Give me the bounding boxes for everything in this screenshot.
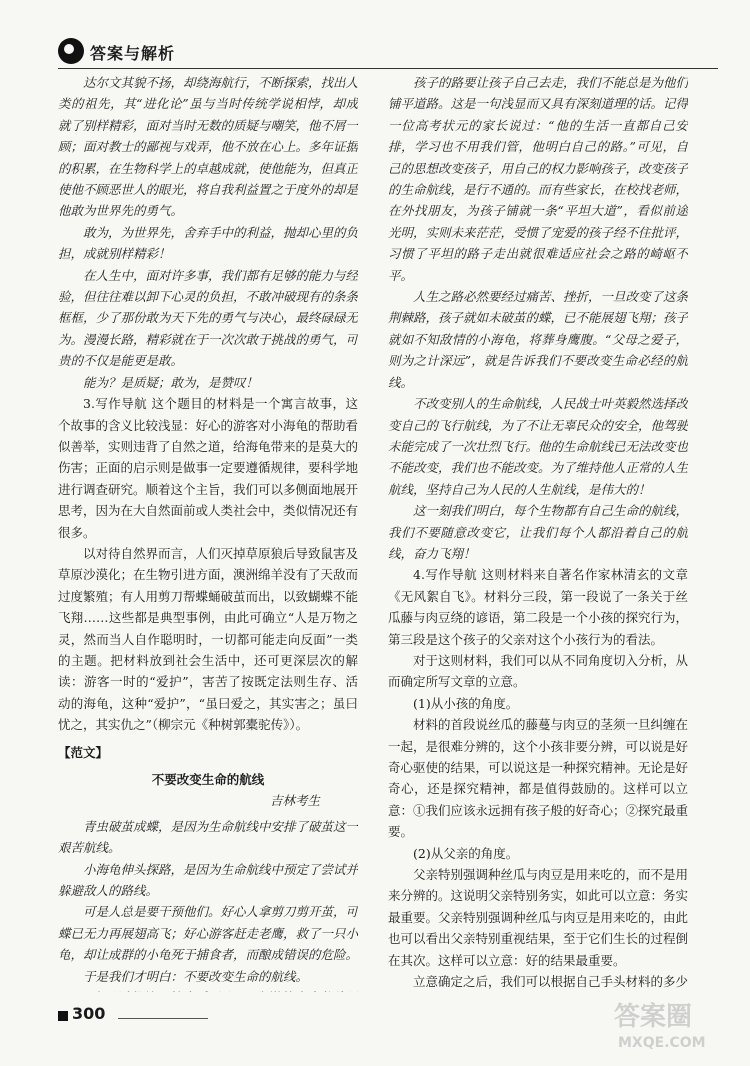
svg-text:答案圈: 答案圈 xyxy=(614,1002,693,1032)
footer-divider xyxy=(118,1018,208,1019)
analysis-subheading: (2)从父亲的角度。 xyxy=(413,845,519,861)
essay-title: 不要改变生命的航线 xyxy=(151,772,265,787)
analysis-paragraph: 父亲特别强调种丝瓜与肉豆是用来吃的，而不是用来分辨的。这说明父亲特别务实，如此可以立意：务实最重要。父亲特别强调种丝瓜与肉豆是用来吃的，由此也可以看出父亲特别重视结果，至于它们生长的过程倒在其次。这样可以立意：好的结果最重要。 xyxy=(388,867,688,968)
writing-guide-paragraph: 4.写作导航 这则材料来自著名作家林清玄的文章《无风絮自飞》。材料分三段，第一段说了一条关于丝瓜藤与肉豆绕的谚语，第二段是一个小孩的探究行为，第三段是这个孩子的父亲对这个小孩行为的看法。 xyxy=(388,567,688,647)
handwritten-paragraph: 在人生中，面对许多事，我们都有足够的能力与经验，但往往难以卸下心灵的负担，不敢冲破现有的条条框框，少了那份敢为天下先的勇气与决心，最终碌碌无为。漫漫长路，精彩就在于一次次敢于挑战的勇气，可贵的不仅是能更是敢。 xyxy=(58,267,358,369)
page-header xyxy=(58,38,718,68)
analysis-paragraph: 材料的首段说丝瓜的藤蔓与肉豆的茎须一旦纠缠在一起，是很难分辨的，这个小孩非要分辨，可以说是好奇心驱使的结果，可以说这是一种探究精神。无论是好奇心，还是探究精神，都是值得鼓励的。这样可以立意：①我们应该永远拥有孩子般的好奇心；②探究最重要。 xyxy=(388,717,688,840)
handwritten-paragraph: 孩子的路要让孩子自己去走，我们不能总是为他们铺平道路。这是一句浅显而又具有深刻道理的话。记得一位高考状元的家长说过：“他的生活一直都自己安排，学习也不用我们管，他明白自己的路。”可见，自己的思想改变孩子，用自己的权力影响孩子，改变孩子的生命航线，是行不通的。而有些家长，在校找老师，在外找朋友，为孩子铺就一条“平坦大道”，看似前途光明，实则未来茫茫，受惯了宠爱的孩子经不住批评，习惯了平坦的路子走出就很难适应社会之路的崎岖不平。 xyxy=(388,75,688,283)
header-divider xyxy=(58,68,718,69)
essay-paragraph: 青虫破茧成蝶，是因为生命航线中安排了破茧这一艰苦航线。 xyxy=(58,818,358,856)
left-column xyxy=(58,72,358,992)
handwritten-paragraph: 达尔文其貌不扬，却绕海航行，不断探索，找出人类的祖先，其“进化论”虽与当时传统学说相悖，却成就了别样精彩，面对当时无数的质疑与嘲笑，他不屑一顾；面对教士的鄙视与戏弄，他不放在心上。多年证据的积累，在生物科学上的卓越成就，使他能为，但真正使他不顾恶世人的眼光，将自我利益置之于度外的却是他敢为世界先的勇气。 xyxy=(58,75,358,219)
analysis-paragraph: 立意确定之后，我们可以根据自己手头材料的多少 xyxy=(413,974,688,990)
page-number: 300 xyxy=(72,1004,106,1023)
essay-paragraph: 于是我们才明白：不要改变生命的航线。 xyxy=(83,968,309,984)
analysis-paragraph: 对于这则材料，我们可以从不同角度切入分析，从而确定所写文章的立意。 xyxy=(388,652,688,690)
analysis-subheading: (1)从小孩的角度。 xyxy=(413,695,519,711)
essay-paragraph: 小海龟伸头探路，是因为生命航线中预定了尝试并躲避敌人的路线。 xyxy=(58,861,358,899)
analysis-paragraph: 以对待自然界而言，人们灭掉草原狼后导致鼠害及草原沙漠化；在生物引进方面，澳洲绵羊没有了天敌而过度繁殖；有人用剪刀帮蝶蛹破茧而出，以致蝴蝶不能飞翔……这些都是典型事例，由此可确立“人是万物之灵，然而当人自作聪明时，一切都可能走向反面”一类的主题。把材料放到社会生活中，还可更深层次的解读：游客一时的“爱护”，害苦了按既定法则生存、活动的海龟，这种“爱护”，“虽曰爱之，其实害之；虽曰忧之，其实仇之”（柳宗元《种树郭橐驼传》）。 xyxy=(58,545,358,733)
writing-guide-paragraph: 3.写作导航 这个题目的材料是一个寓言故事，这个故事的含义比较浅显：好心的游客对小海龟的帮助看似善举，实则违背了自然之道，给海龟带来的是莫大的伤害；正面的启示则是做事一定要遵循规律，要科学地进行调查研究。顺着这个主旨，我们可以多侧面地展开思考，因为在大自然面前或人类社会中，类似情况还有很多。 xyxy=(58,396,358,540)
handwritten-paragraph: 这一刻我们明白，每个生物都有自己生命的航线，我们不要随意改变它，让我们每个人都沿着自己的航线，奋力飞翔！ xyxy=(388,503,688,561)
handwritten-paragraph: 敢为，为世界先，舍弃手中的利益，抛却心里的负担，成就别样精彩！ xyxy=(58,224,358,262)
right-column xyxy=(388,72,688,992)
handwritten-paragraph: 人生之路必然要经过痛苦、挫折，一旦改变了这条荆棘路，孩子就如未破茧的蝶，已不能展翅飞翔；孩子就如不知敌情的小海龟，将葬身鹰腹。“父母之爱子，则为之计深远”，就是告诉我们不要改变生命必经的航线。 xyxy=(388,289,688,390)
watermark-logo-icon xyxy=(610,995,740,1055)
essay-paragraph xyxy=(58,987,358,992)
handwritten-paragraph: 不改变别人的生命航线，人民战士叶英毅然选择改变自己的飞行航线，为了不让无辜民众的安全，他驾驶未能完成了一次壮烈飞行。他的生命航线已无法改变也不能改变，我们也不能改变。为了维持他人正常的人生航线，坚持自己为人民的人生航线，是伟大的！ xyxy=(388,396,688,497)
header-title: 答案与解析 xyxy=(90,44,176,63)
example-essay-label: 【范文】 xyxy=(58,744,109,760)
handwritten-paragraph: 能为？是质疑；敢为，是赞叹！ xyxy=(83,374,259,390)
essay-paragraph: 可是人总是要干预他们。好心人拿剪刀剪开茧，可蝶已无力再展翅高飞；好心游客赶走老鹰，救了一只小龟，却让成群的小龟死于捕食者，而酿成错误的危险。 xyxy=(58,904,358,963)
essay-author: 吉林考生 xyxy=(269,793,320,809)
square-bullet-icon xyxy=(58,1011,68,1021)
svg-text:MXQE.COM: MXQE.COM xyxy=(618,1035,706,1051)
book-logo-icon xyxy=(58,38,84,64)
